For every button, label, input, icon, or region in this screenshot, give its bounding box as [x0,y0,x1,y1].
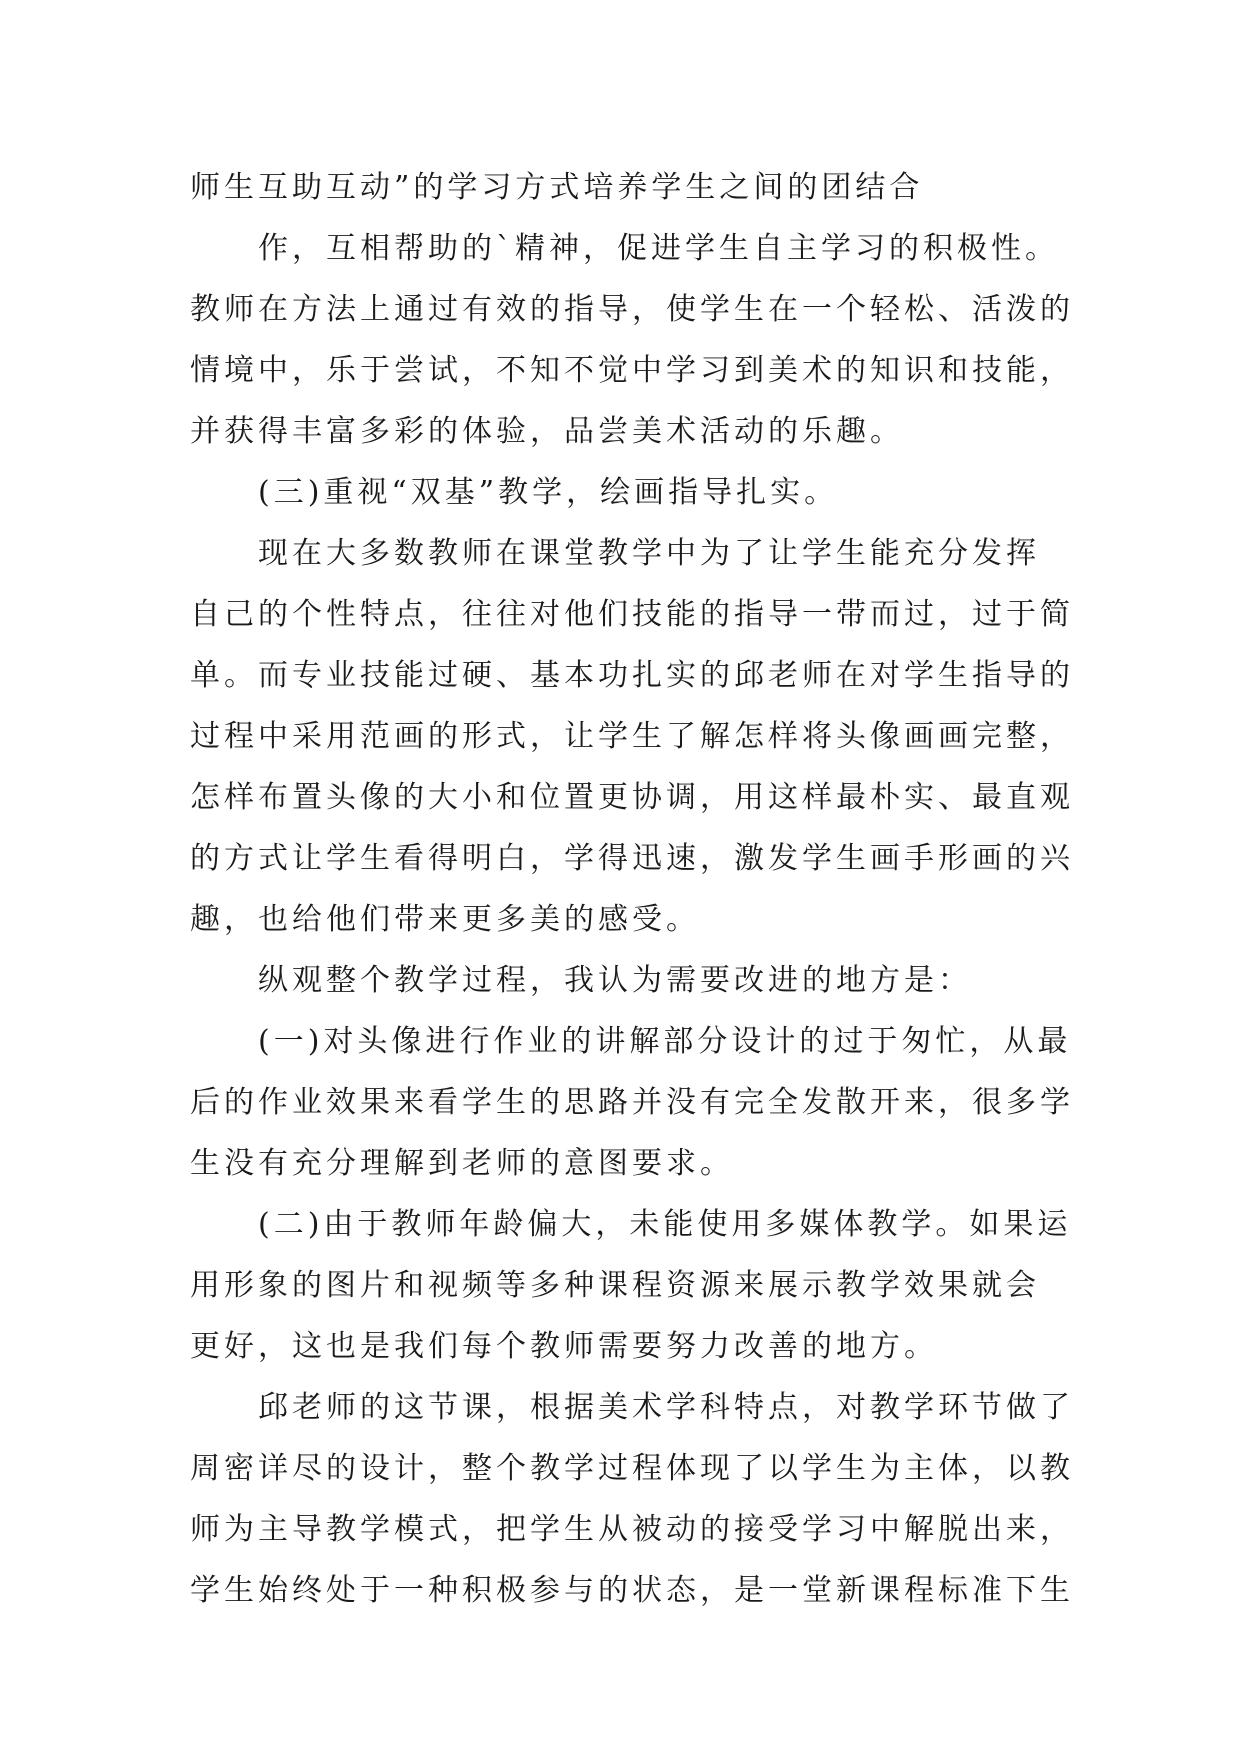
document-line: 教师在方法上通过有效的指导，使学生在一个轻松、活泼的 [190,292,1074,327]
document-line: 师生互助互动”的学习方式培养学生之间的团结合 [190,170,924,205]
document-line: 纵观整个教学过程，我认为需要改进的地方是： [258,963,972,998]
document-line: 后的作业效果来看学生的思路并没有完全发散开来，很多学 [190,1085,1074,1120]
document-line: 更好，这也是我们每个教师需要努力改善的地方。 [190,1329,938,1364]
document-line: 周密详尽的设计，整个教学过程体现了以学生为主体，以教 [190,1451,1074,1486]
document-line: 师为主导教学模式，把学生从被动的接受学习中解脱出来， [190,1512,1074,1547]
document-line: (一)对头像进行作业的讲解部分设计的过于匆忙，从最 [258,1024,1072,1059]
document-line: 怎样布置头像的大小和位置更协调，用这样最朴实、最直观 [190,780,1074,815]
document-line: 生没有充分理解到老师的意图要求。 [190,1146,734,1181]
document-line: 邱老师的这节课，根据美术学科特点，对教学环节做了 [258,1390,1074,1425]
document-line: 并获得丰富多彩的体验，品尝美术活动的乐趣。 [190,414,904,449]
document-line: 现在大多数教师在课堂教学中为了让学生能充分发挥 [258,536,1040,571]
document-line: 趣，也给他们带来更多美的感受。 [190,902,700,937]
document-line: (二)由于教师年龄偏大，未能使用多媒体教学。如果运 [258,1207,1072,1242]
document-line: 学生始终处于一种积极参与的状态，是一堂新课程标准下生 [190,1573,1074,1608]
document-line: 自己的个性特点，往往对他们技能的指导一带而过，过于简 [190,597,1074,632]
document-line: 的方式让学生看得明白，学得迅速，激发学生画手形画的兴 [190,841,1074,876]
document-line: 单。而专业技能过硬、基本功扎实的邱老师在对学生指导的 [190,658,1074,693]
document-line: 作，互相帮助的`精神，促进学生自主学习的积极性。 [258,231,1059,266]
document-line: 过程中采用范画的形式，让学生了解怎样将头像画画完整， [190,719,1074,754]
document-line: 情境中，乐于尝试，不知不觉中学习到美术的知识和技能， [190,353,1074,388]
document-line: 用形象的图片和视频等多种课程资源来展示教学效果就会 [190,1268,1040,1303]
document-line: (三)重视“双基”教学，绘画指导扎实。 [258,475,839,510]
document-body [190,157,1074,1621]
